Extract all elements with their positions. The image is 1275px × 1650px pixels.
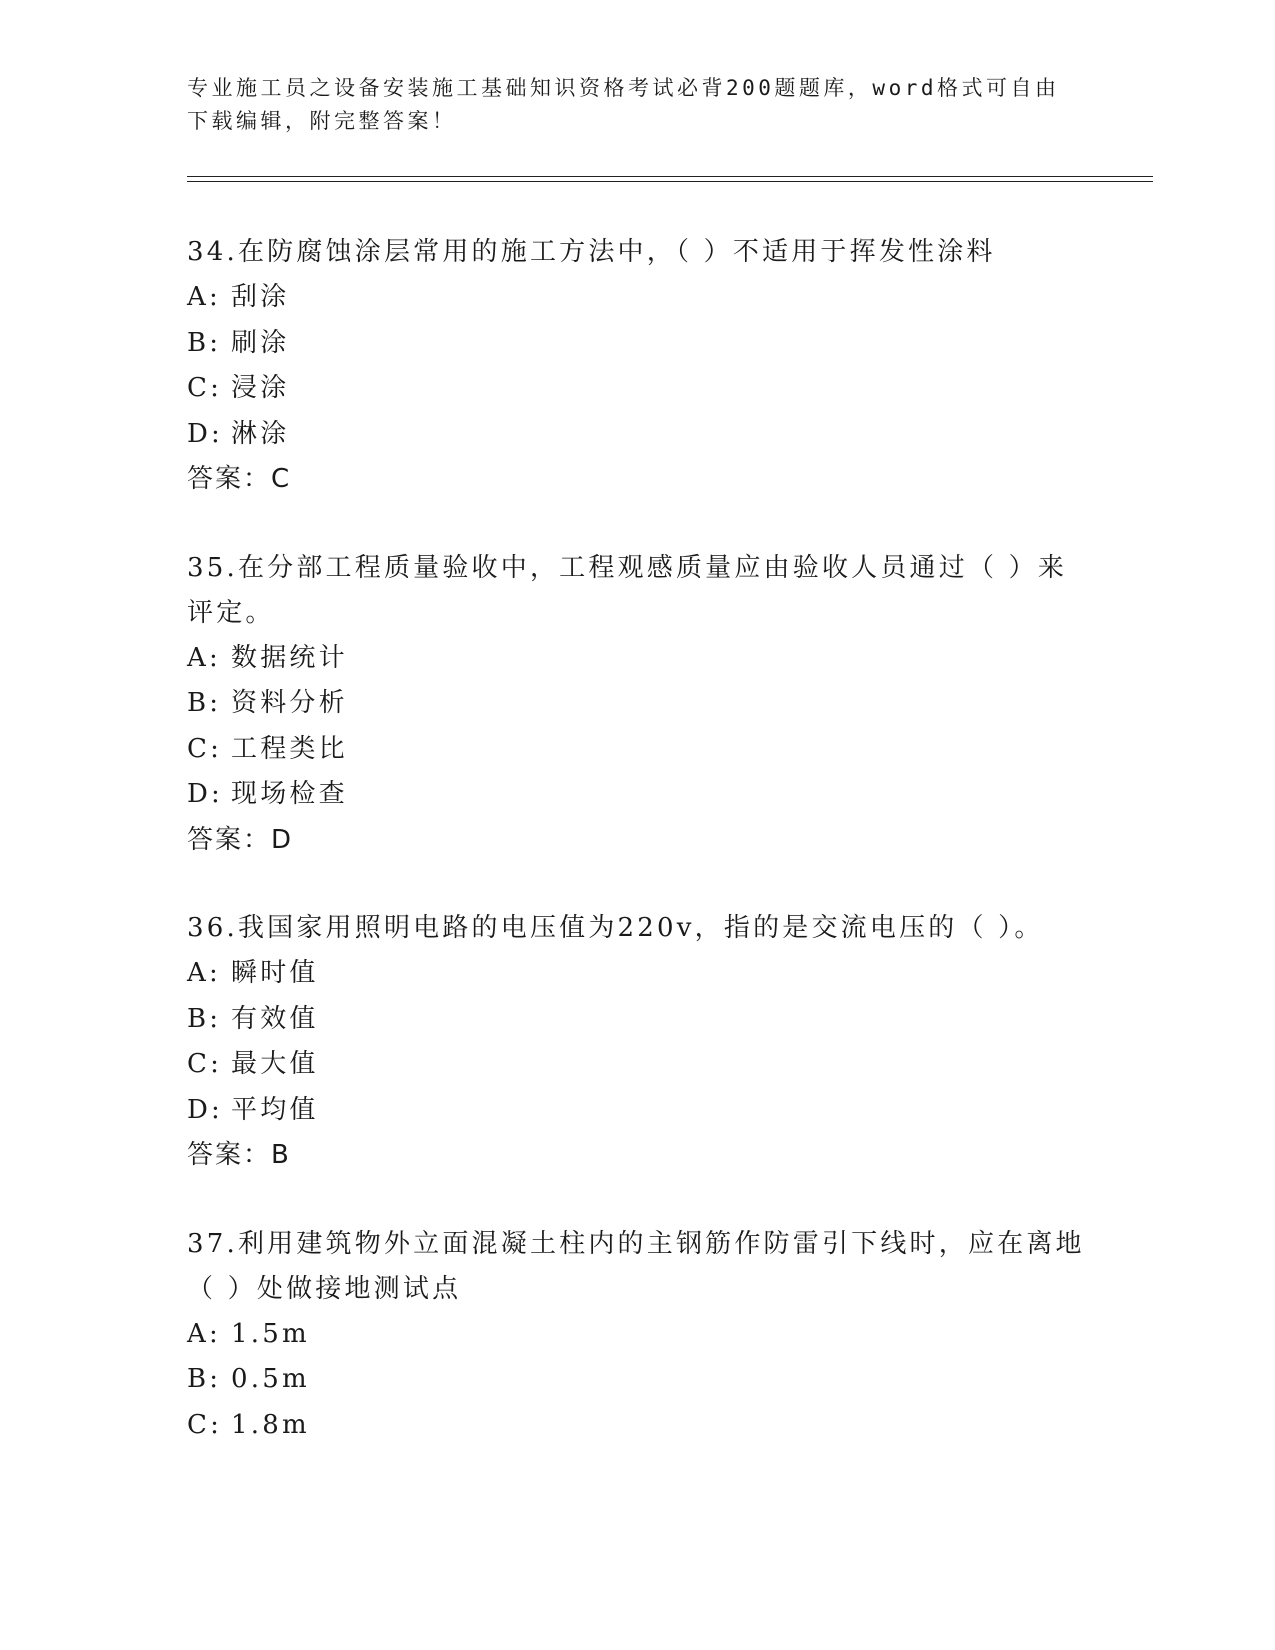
option-d <box>187 772 1087 818</box>
option-text: 瞬时值 <box>231 958 319 988</box>
question-item <box>187 546 1087 864</box>
question-stem: 34.在防腐蚀涂层常用的施工方法中，（ ）不适用于挥发性涂料 <box>187 237 996 267</box>
question-item <box>187 1222 1087 1449</box>
option-key: B: <box>187 1364 222 1394</box>
answer-line: 答案：D <box>187 824 294 855</box>
question-item <box>187 906 1087 1179</box>
option-text: 工程类比 <box>231 733 348 764</box>
option-text: 淋涂 <box>231 418 290 449</box>
option-b <box>187 321 1087 367</box>
option-b <box>187 1357 1087 1403</box>
option-key: D: <box>187 1094 224 1125</box>
option-key: D: <box>187 779 224 809</box>
answer-line: 答案：B <box>187 1140 291 1170</box>
option-c <box>187 1403 1087 1449</box>
option-b <box>187 681 1087 727</box>
header-divider-bottom <box>187 181 1153 182</box>
option-a <box>187 951 1087 997</box>
option-key: A: <box>187 282 221 312</box>
option-d <box>187 1088 1087 1134</box>
answer-line: 答案：C <box>187 464 292 494</box>
option-text: 数据统计 <box>231 642 348 673</box>
question-list <box>187 230 1087 1491</box>
option-a <box>187 1312 1087 1358</box>
option-text: 1.5m <box>231 1318 310 1349</box>
header-line-2: 下载编辑，附完整答案！ <box>187 109 457 133</box>
option-text: 浸涂 <box>231 373 290 403</box>
option-key: C: <box>187 373 223 403</box>
option-c <box>187 366 1087 412</box>
option-key: A: <box>187 642 221 673</box>
option-key: A: <box>187 958 221 988</box>
option-d <box>187 412 1087 458</box>
option-key: C: <box>187 733 223 764</box>
header-line-1: 专业施工员之设备安装施工基础知识资格考试必背200题题库，word格式可自由 <box>187 76 1060 100</box>
question-stem: 37.利用建筑物外立面混凝土柱内的主钢筋作防雷引下线时，应在离地 <box>187 1228 1085 1259</box>
option-text: 刷涂 <box>231 327 290 358</box>
option-text: 资料分析 <box>231 688 348 718</box>
document-header <box>187 72 1067 138</box>
option-text: 1.8m <box>231 1409 310 1440</box>
question-stem: 36.我国家用照明电路的电压值为220v，指的是交流电压的（ ）。 <box>187 913 1044 943</box>
option-key: C: <box>187 1409 223 1440</box>
option-key: B: <box>187 1003 222 1034</box>
option-text: 0.5m <box>231 1364 310 1394</box>
option-key: A: <box>187 1318 221 1349</box>
question-stem-continued: 评定。 <box>187 597 275 628</box>
option-c <box>187 1042 1087 1088</box>
option-key: B: <box>187 688 222 718</box>
question-item <box>187 230 1087 503</box>
option-a <box>187 636 1087 682</box>
header-divider-top <box>187 176 1153 177</box>
option-text: 现场检查 <box>231 779 348 809</box>
option-c <box>187 727 1087 773</box>
question-stem-continued: （ ）处做接地测试点 <box>187 1273 462 1304</box>
option-key: D: <box>187 418 224 449</box>
option-text: 最大值 <box>231 1049 319 1079</box>
option-key: B: <box>187 327 222 358</box>
question-stem: 35.在分部工程质量验收中，工程观感质量应由验收人员通过（ ）来 <box>187 552 1068 583</box>
option-key: C: <box>187 1049 223 1079</box>
option-text: 有效值 <box>231 1003 319 1034</box>
option-a <box>187 275 1087 321</box>
option-text: 平均值 <box>231 1094 319 1125</box>
option-b <box>187 997 1087 1043</box>
option-text: 刮涂 <box>231 282 290 312</box>
